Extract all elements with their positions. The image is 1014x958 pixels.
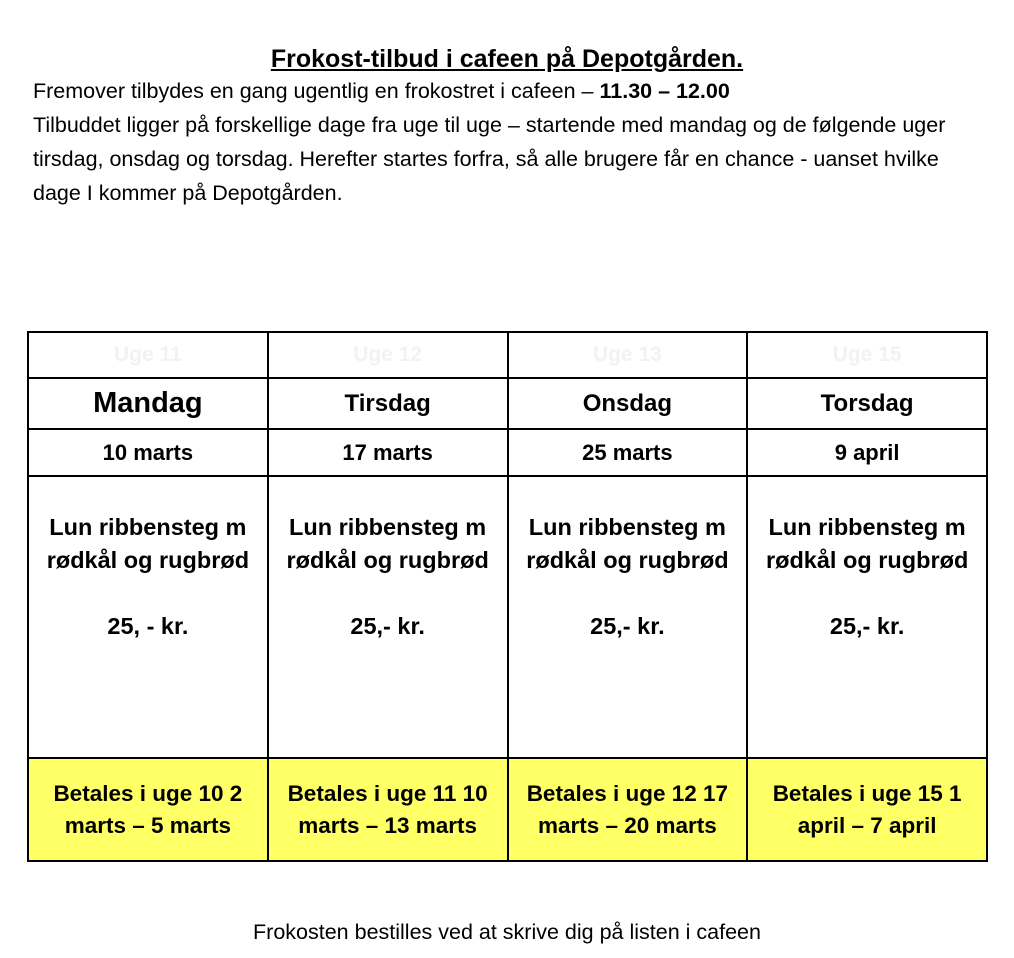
table-row-weeks	[28, 332, 987, 378]
footer-note: Frokosten bestilles ved at skrive dig på listen i cafeen	[253, 920, 761, 944]
week-label-cell-3: Uge 13	[508, 332, 748, 378]
week-label-cell-2: Uge 12	[268, 332, 508, 378]
day-name-cell-1: Mandag	[28, 378, 268, 429]
date-cell-2: 17 marts	[268, 429, 508, 476]
day-name-cell-3: Onsdag	[508, 378, 748, 429]
schedule-table	[27, 331, 988, 862]
meal-price-2: 25,- kr.	[350, 613, 425, 639]
payment-cell-2	[268, 758, 508, 861]
table-row-days	[28, 378, 987, 429]
meal-cell-1	[28, 476, 268, 758]
date-cell-1: 10 marts	[28, 429, 268, 476]
page-title: Frokost-tilbud i cafeen på Depotgården.	[270, 45, 744, 73]
meal-description-2: Lun ribbensteg m rødkål og rugbrød	[286, 514, 489, 573]
intro-section	[0, 74, 1014, 210]
table-row-meals	[28, 476, 987, 758]
payment-text-1: Betales i uge 10 2 marts – 5 marts	[53, 780, 243, 838]
meal-description-1: Lun ribbensteg m rødkål og rugbrød	[46, 514, 250, 573]
meal-content-1	[29, 477, 267, 643]
day-name-cell-4: Torsdag	[747, 378, 987, 429]
meal-price-1: 25, - kr.	[107, 613, 189, 639]
meal-cell-4	[747, 476, 987, 758]
payment-text-2: Betales i uge 11 10 marts – 13 marts	[287, 780, 488, 838]
schedule-table-wrapper	[27, 331, 988, 862]
payment-cell-1	[28, 758, 268, 861]
date-cell-3: 25 marts	[508, 429, 748, 476]
intro-paragraph-1	[33, 74, 986, 108]
payment-cell-3	[508, 758, 748, 861]
intro-paragraph-2: Tilbuddet ligger på forskellige dage fra uge til uge – startende med mandag og de følgende uger tirsdag, onsdag og torsdag. Herefter startes forfra, så alle brugere får en chance - uanset hvilke dage I kommer på Depotgården.	[33, 113, 946, 205]
meal-price-3: 25,- kr.	[590, 613, 665, 639]
meal-description-4: Lun ribbensteg m rødkål og rugbrød	[765, 514, 969, 573]
table-row-dates	[28, 429, 987, 476]
payment-text-4: Betales i uge 15 1 april – 7 april	[772, 780, 962, 838]
meal-content-2	[269, 477, 507, 643]
week-label-cell-1: Uge 11	[28, 332, 268, 378]
meal-content-4	[748, 477, 986, 643]
table-row-payment	[28, 758, 987, 861]
meal-cell-3	[508, 476, 748, 758]
meal-cell-2	[268, 476, 508, 758]
week-label-cell-4: Uge 15	[747, 332, 987, 378]
meal-price-4: 25,- kr.	[829, 613, 905, 639]
serving-time: 11.30 – 12.00	[599, 79, 730, 103]
day-name-cell-2: Tirsdag	[268, 378, 508, 429]
intro-paragraph-1-text: Fremover tilbydes en gang ugentlig en frokostret i cafeen –	[33, 79, 600, 103]
payment-text-3: Betales i uge 12 17 marts – 20 marts	[526, 780, 729, 838]
payment-cell-4	[747, 758, 987, 861]
date-cell-4: 9 april	[747, 429, 987, 476]
meal-content-3	[509, 477, 747, 643]
meal-description-3: Lun ribbensteg m rødkål og rugbrød	[526, 514, 729, 573]
